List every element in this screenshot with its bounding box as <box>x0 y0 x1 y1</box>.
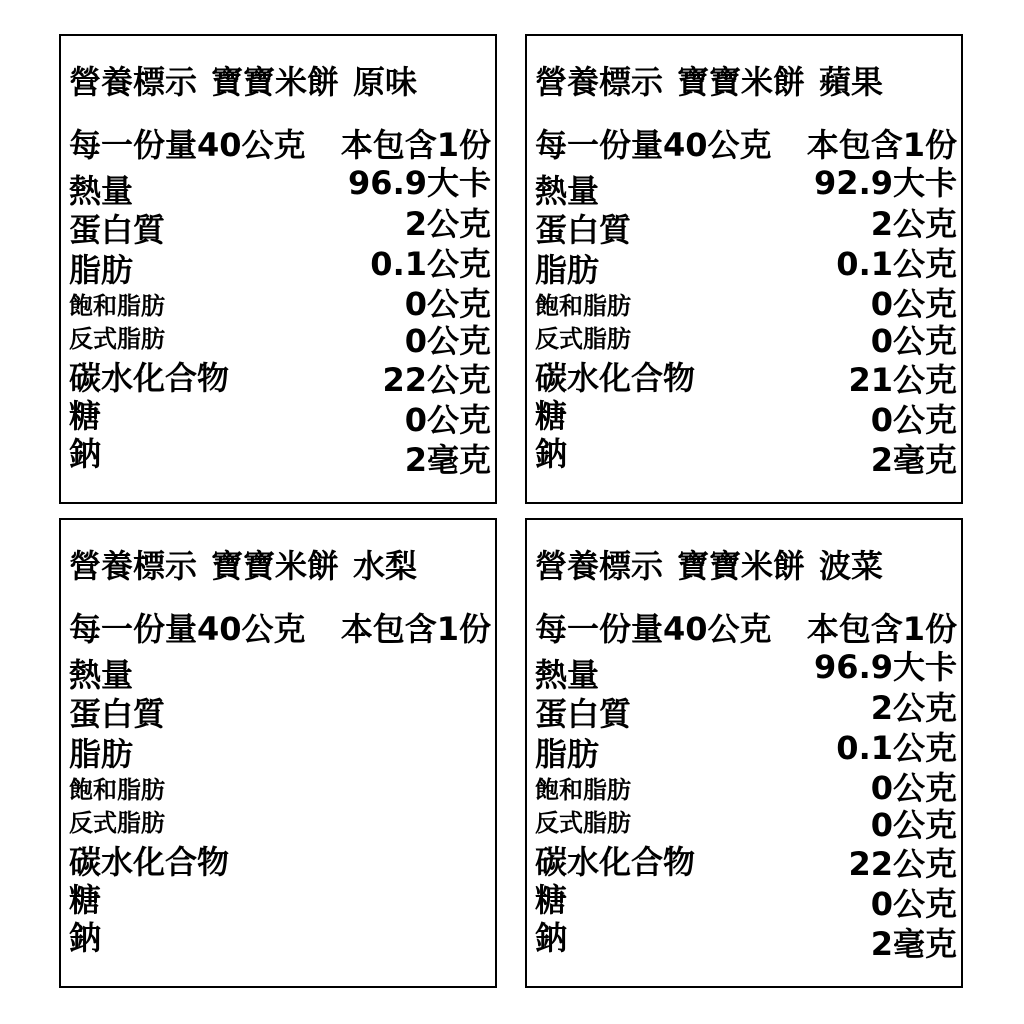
nutrient-label: 蛋白質 <box>535 211 632 249</box>
nutrient-value: 0公克 <box>870 322 957 360</box>
nutrient-label: 糖 <box>69 881 102 919</box>
nutrient-label: 熱量 <box>69 656 134 694</box>
nutrient-label: 脂肪 <box>535 735 600 773</box>
nutrient-label: 熱量 <box>69 172 134 210</box>
nutrient-label: 鈉 <box>69 919 102 957</box>
nutrient-value: 0公克 <box>870 285 957 323</box>
servings-per-package: 本包含1份 <box>806 126 957 164</box>
nutrient-value: 0公克 <box>404 285 491 323</box>
nutrient-label: 碳水化合物 <box>535 359 696 397</box>
serving-line <box>535 610 957 648</box>
nutrient-value: 2公克 <box>870 689 957 727</box>
nutrient-value: 0.1公克 <box>836 245 957 283</box>
nutrient-label: 熱量 <box>535 172 600 210</box>
nutrition-label-pear <box>59 518 497 988</box>
nutrient-label: 鈉 <box>69 435 102 473</box>
nutrient-label: 蛋白質 <box>69 211 166 249</box>
nutrient-value: 0公克 <box>870 401 957 439</box>
nutrient-value: 2公克 <box>404 205 491 243</box>
nutrient-value: 2毫克 <box>404 441 491 479</box>
servings-per-package: 本包含1份 <box>340 126 491 164</box>
nutrient-value: 0公克 <box>870 806 957 844</box>
flavor-name: 水梨 <box>353 547 418 585</box>
servings-per-package: 本包含1份 <box>806 610 957 648</box>
nutrient-label: 脂肪 <box>69 735 134 773</box>
label-header: 營養標示 <box>69 547 198 585</box>
serving-line <box>69 126 491 164</box>
nutrient-label: 反式脂肪 <box>535 809 631 837</box>
nutrient-value: 2毫克 <box>870 441 957 479</box>
nutrient-value: 22公克 <box>848 845 957 883</box>
nutrient-value: 0.1公克 <box>370 245 491 283</box>
nutrition-label-apple <box>525 34 963 504</box>
nutrient-value: 0公克 <box>870 769 957 807</box>
servings-per-package: 本包含1份 <box>340 610 491 648</box>
nutrient-label: 糖 <box>535 881 568 919</box>
nutrient-label: 飽和脂肪 <box>69 776 165 804</box>
serving-size: 每一份量40公克 <box>535 610 772 648</box>
nutrient-label: 碳水化合物 <box>69 359 230 397</box>
nutrient-value: 2公克 <box>870 205 957 243</box>
nutrient-value: 92.9大卡 <box>814 164 957 202</box>
nutrient-label: 糖 <box>535 397 568 435</box>
flavor-name: 原味 <box>353 63 418 101</box>
label-header: 營養標示 <box>535 63 664 101</box>
nutrient-value: 21公克 <box>848 361 957 399</box>
nutrient-value: 96.9大卡 <box>814 648 957 686</box>
nutrient-label: 反式脂肪 <box>535 325 631 353</box>
product-name: 寶寶米餅 <box>677 63 806 101</box>
product-name: 寶寶米餅 <box>211 63 340 101</box>
label-title <box>69 63 418 101</box>
flavor-name: 波菜 <box>819 547 884 585</box>
nutrient-value: 96.9大卡 <box>348 164 491 202</box>
product-name: 寶寶米餅 <box>211 547 340 585</box>
nutrient-label: 蛋白質 <box>535 695 632 733</box>
nutrient-label: 脂肪 <box>535 251 600 289</box>
nutrient-label: 飽和脂肪 <box>69 292 165 320</box>
serving-size: 每一份量40公克 <box>535 126 772 164</box>
serving-line <box>535 126 957 164</box>
nutrient-label: 反式脂肪 <box>69 809 165 837</box>
serving-line <box>69 610 491 648</box>
nutrient-label: 脂肪 <box>69 251 134 289</box>
nutrient-value: 0公克 <box>404 401 491 439</box>
nutrient-label: 碳水化合物 <box>535 843 696 881</box>
nutrient-label: 飽和脂肪 <box>535 776 631 804</box>
nutrient-label: 熱量 <box>535 656 600 694</box>
nutrient-value: 2毫克 <box>870 925 957 963</box>
nutrient-label: 鈉 <box>535 919 568 957</box>
label-title <box>535 547 884 585</box>
serving-size: 每一份量40公克 <box>69 610 306 648</box>
label-header: 營養標示 <box>69 63 198 101</box>
label-title <box>69 547 418 585</box>
label-header: 營養標示 <box>535 547 664 585</box>
serving-size: 每一份量40公克 <box>69 126 306 164</box>
nutrient-label: 飽和脂肪 <box>535 292 631 320</box>
nutrient-value: 0.1公克 <box>836 729 957 767</box>
nutrient-label: 反式脂肪 <box>69 325 165 353</box>
nutrient-value: 0公克 <box>404 322 491 360</box>
nutrient-label: 蛋白質 <box>69 695 166 733</box>
nutrient-label: 碳水化合物 <box>69 843 230 881</box>
nutrient-value: 0公克 <box>870 885 957 923</box>
nutrient-label: 鈉 <box>535 435 568 473</box>
nutrient-value: 22公克 <box>382 361 491 399</box>
product-name: 寶寶米餅 <box>677 547 806 585</box>
flavor-name: 蘋果 <box>819 63 884 101</box>
nutrition-label-original <box>59 34 497 504</box>
label-title <box>535 63 884 101</box>
nutrition-label-spinach <box>525 518 963 988</box>
nutrient-label: 糖 <box>69 397 102 435</box>
